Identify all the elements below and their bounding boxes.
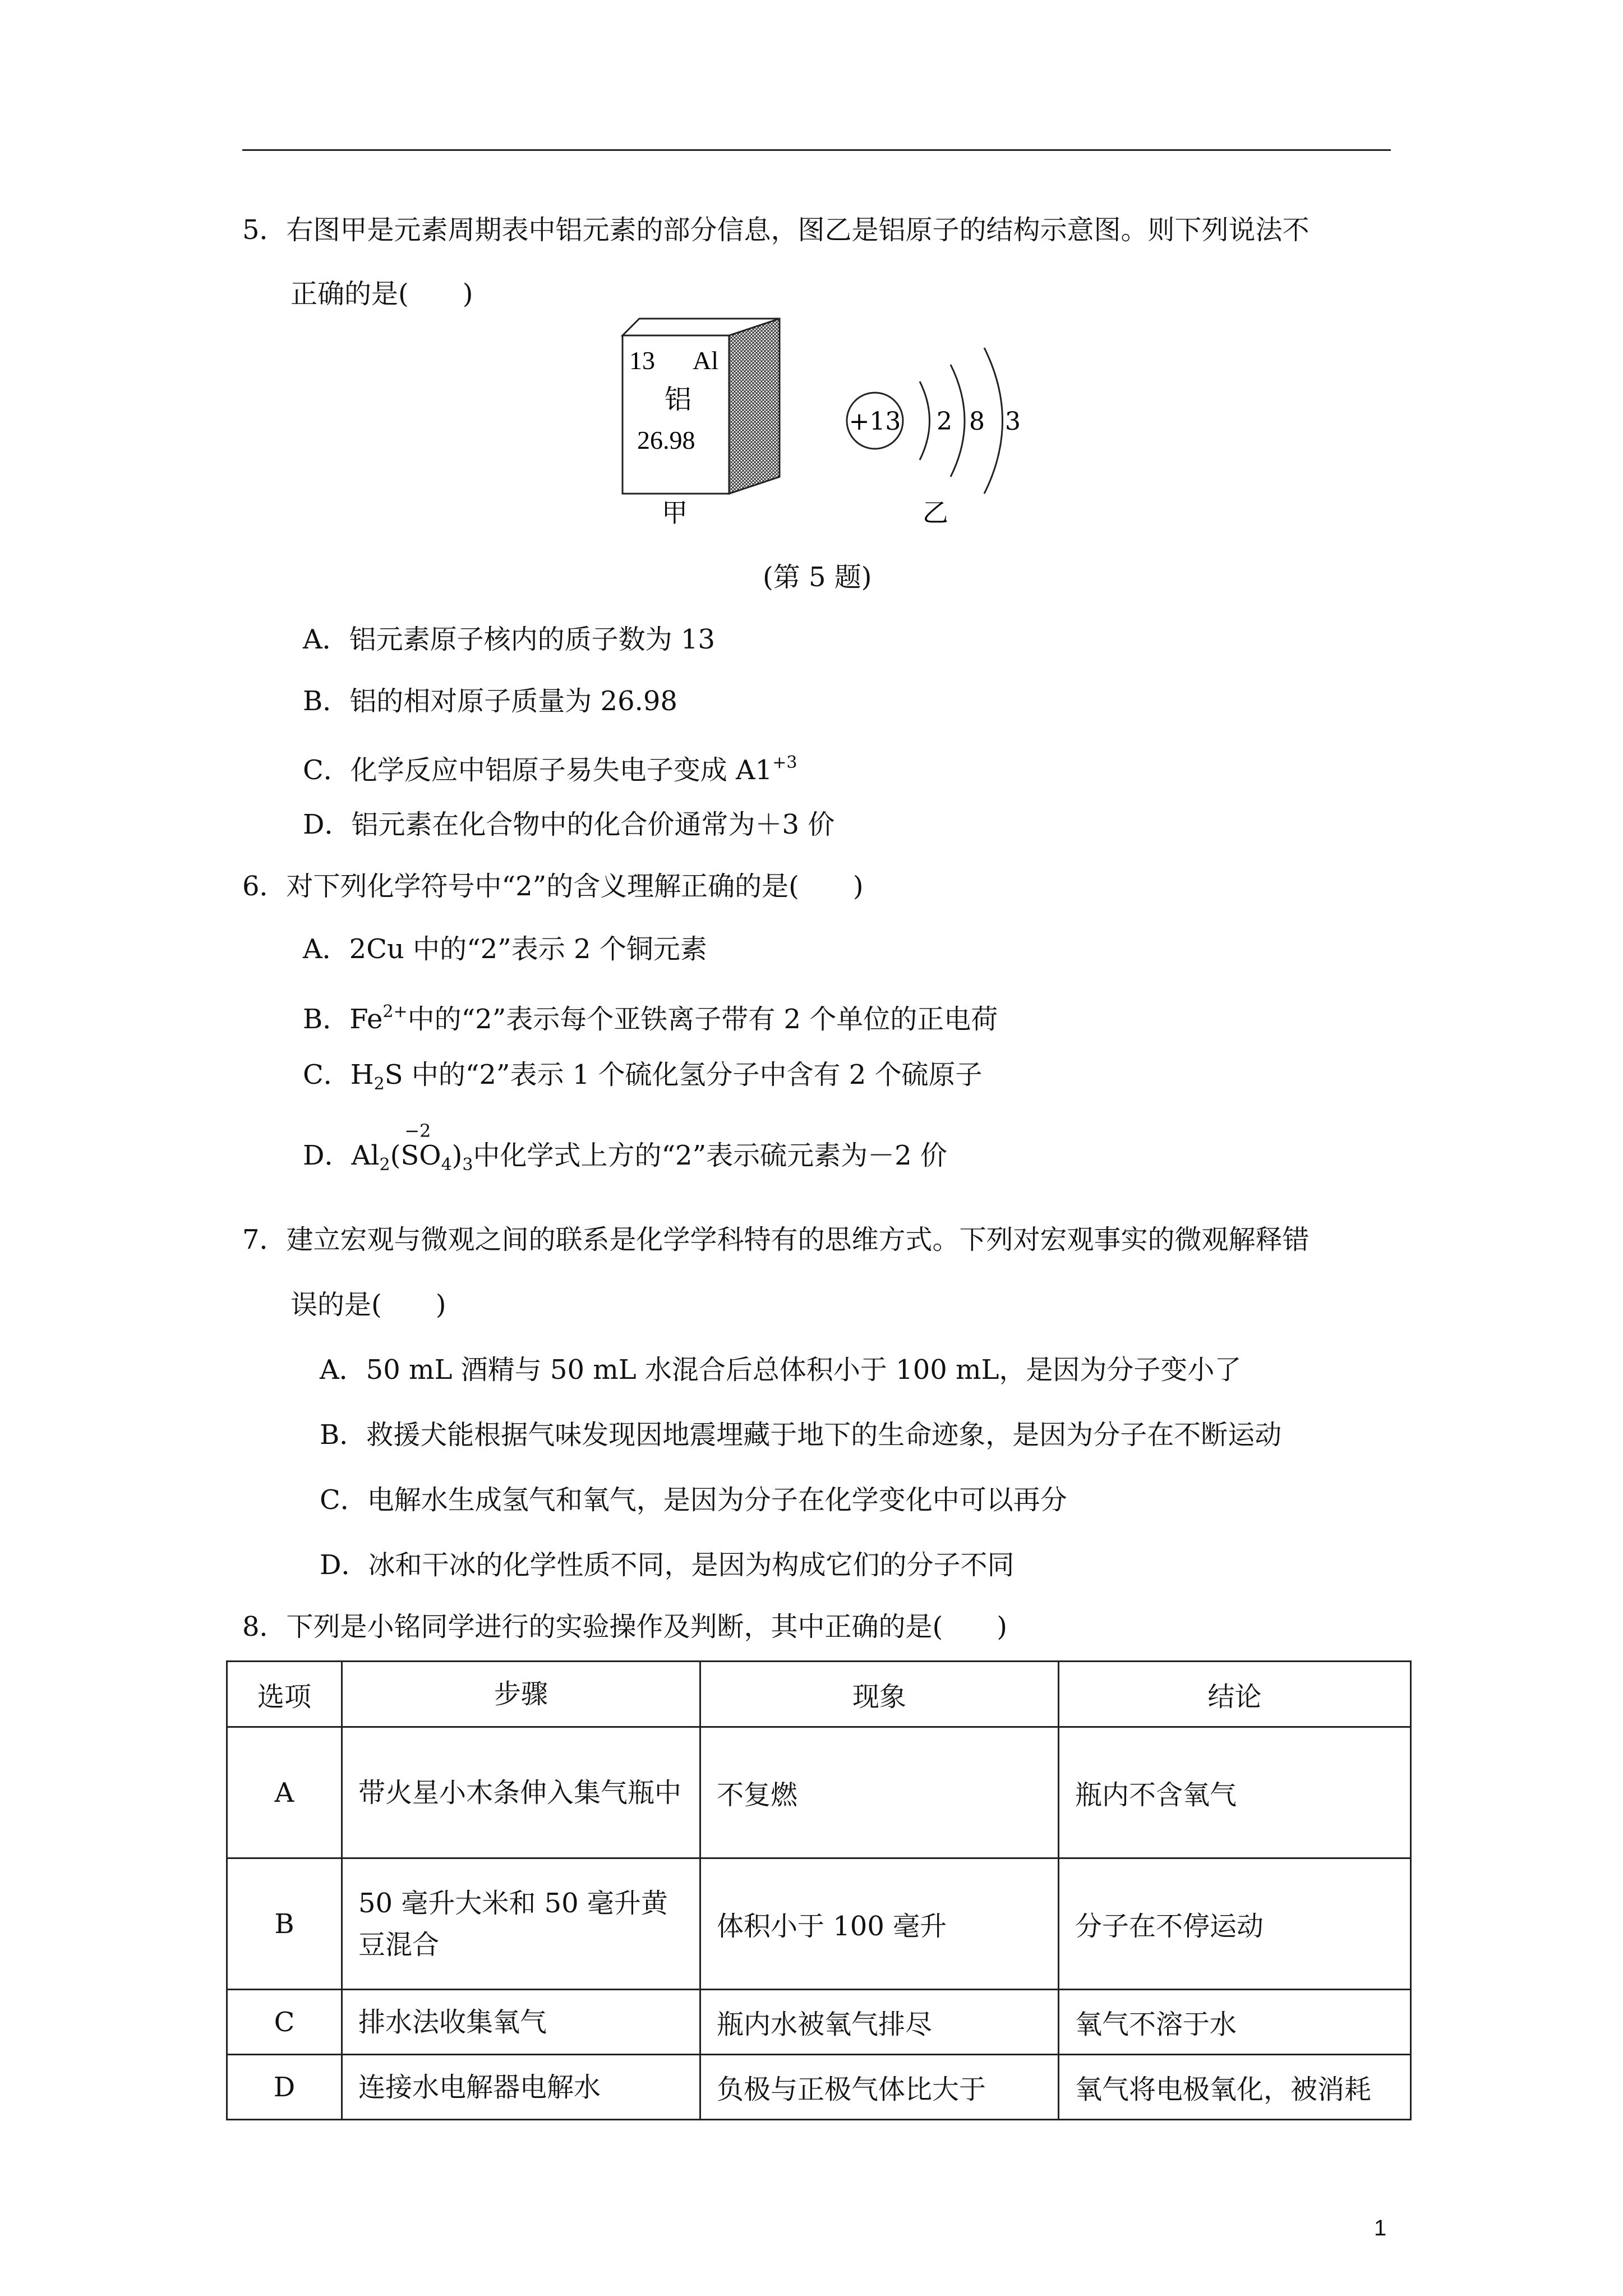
header-option: 选项 [227,1662,342,1727]
q6-option-c-sub: 2 [374,1074,385,1094]
cube-atomic-mass: 26.98 [637,426,695,454]
q5-option-b: B．铝的相对原子质量为 26.98 [303,685,677,717]
experiment-table [226,1660,1412,2120]
row-d-step: 连接水电解器电解水 [342,2055,700,2120]
q5-stem-line2: 正确的是( ) [291,278,473,310]
row-b-step: 50 毫升大米和 50 毫升黄豆混合 [342,1858,700,1990]
q7-stem-line1: 7．建立宏观与微观之间的联系是化学学科特有的思维方式。下列对宏观事实的微观解释错 [242,1224,1310,1255]
q6-option-d-sub3: 3 [462,1155,473,1175]
figure-caption: (第 5 题) [763,562,872,593]
nucleus-charge: +13 [849,407,901,436]
periodic-cube [623,319,780,527]
table-row [227,1727,1411,1858]
q6-option-d-pre: D．Al [303,1140,380,1171]
q8-stem: 8．下列是小铭同学进行的实验操作及判断，其中正确的是( ) [242,1611,1007,1642]
shell-3-electrons: 3 [1005,407,1021,436]
page-number: 1 [1374,2216,1387,2240]
header-step: 步骤 [342,1662,700,1727]
q5-option-c [303,746,797,787]
q6-option-b-charge: 2+ [382,1002,408,1022]
q6-option-d-valence: −2 [404,1120,431,1142]
row-d-conclusion: 氧气将电极氧化，被消耗 [1059,2055,1411,2120]
cube-element-name: 铝 [665,384,692,415]
row-c-observation: 瓶内水被氧气排尽 [700,1990,1059,2055]
row-b-option: B [227,1858,342,1990]
q6-option-d-post: 中化学式上方的“2”表示硫元素为－2 价 [473,1140,947,1171]
row-c-option: C [227,1990,342,2055]
q6-option-b-post: 中的“2”表示每个亚铁离子带有 2 个单位的正电荷 [407,1004,998,1035]
q6-option-d-sub1: 2 [379,1155,390,1175]
q6-option-d [303,1120,947,1182]
q7-option-a: A．50 mL 酒精与 50 mL 水混合后总体积小于 100 mL，是因为分子变小了 [320,1354,1242,1386]
q6-option-d-mid1: (S [390,1140,419,1171]
q6-option-b-pre: B．Fe [303,1004,383,1035]
row-a-option: A [227,1727,342,1858]
q6-stem: 6．对下列化学符号中“2”的含义理解正确的是( ) [242,871,864,902]
table-header-row [227,1662,1411,1727]
aluminum-figure [617,314,1066,527]
table-row [227,1990,1411,2055]
header-conclusion: 结论 [1059,1662,1411,1727]
q5-stem-line1: 5．右图甲是元素周期表中铝元素的部分信息，图乙是铝原子的结构示意图。则下列说法不 [242,214,1310,246]
table-row [227,2055,1411,2120]
atom-structure-diagram [847,348,1021,527]
row-c-step: 排水法收集氧气 [342,1990,700,2055]
row-c-conclusion: 氧气不溶于水 [1059,1990,1411,2055]
label-yi: 乙 [923,498,948,527]
q7-stem-line2: 误的是( ) [291,1289,446,1320]
q5-option-d: D．铝元素在化合物中的化合价通常为＋3 价 [303,809,835,840]
row-d-observation: 负极与正极气体比大于 [700,2055,1059,2120]
q7-option-c: C．电解水生成氢气和氧气，是因为分子在化学变化中可以再分 [320,1484,1067,1516]
q5-option-c-charge: +3 [772,753,797,772]
q7-option-d: D．冰和干冰的化学性质不同，是因为构成它们的分子不同 [320,1549,1015,1581]
q6-option-d-valence-group [404,1120,441,1172]
q6-option-a: A．2Cu 中的“2”表示 2 个铜元素 [303,933,707,965]
q5-option-a: A．铝元素原子核内的质子数为 13 [303,624,716,655]
q6-option-c [303,1058,983,1101]
table-row [227,1858,1411,1990]
q6-option-c-pre: C．H [303,1059,374,1091]
q7-option-b: B．救援犬能根据气味发现因地震埋藏于地下的生命迹象，是因为分子在不断运动 [320,1419,1282,1451]
label-jia: 甲 [662,498,688,527]
row-a-conclusion: 瓶内不含氧气 [1059,1727,1411,1858]
cube-symbol: Al [693,346,718,375]
q6-option-d-mid2: O [419,1140,441,1171]
shell-1-electrons: 2 [937,407,952,436]
q6-option-d-mid3: ) [451,1140,463,1171]
row-a-step: 带火星小木条伸入集气瓶中 [342,1727,700,1858]
cube-atomic-number: 13 [629,346,655,375]
row-b-conclusion: 分子在不停运动 [1059,1858,1411,1990]
shell-2-electrons: 8 [969,407,985,436]
row-b-observation: 体积小于 100 毫升 [700,1858,1059,1990]
row-a-observation: 不复燃 [700,1727,1059,1858]
row-d-option: D [227,2055,342,2120]
q6-option-c-post: S 中的“2”表示 1 个硫化氢分子中含有 2 个硫原子 [384,1059,983,1091]
q5-option-c-text: C．化学反应中铝原子易失电子变成 A1 [303,754,773,786]
header-observation: 现象 [700,1662,1059,1727]
header-rule [242,149,1391,151]
q6-option-d-sub2: 4 [441,1155,452,1175]
q6-option-b [303,995,998,1036]
